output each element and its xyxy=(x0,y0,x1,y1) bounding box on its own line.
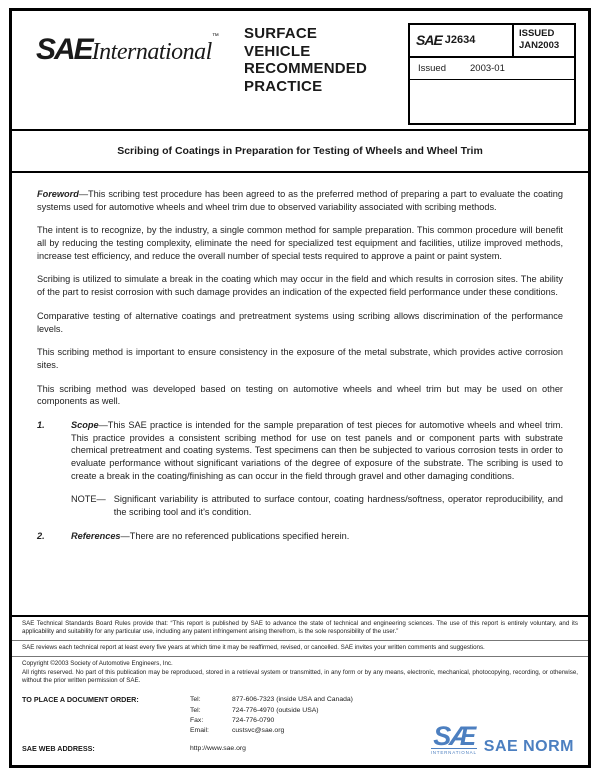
document-type-title xyxy=(244,23,404,96)
issued-date: JAN2003 xyxy=(519,40,560,52)
contact-block xyxy=(12,689,588,765)
email-key: Email: xyxy=(190,727,209,735)
sae-international-logo xyxy=(36,23,244,67)
international-wordmark: International xyxy=(91,39,212,65)
body-paragraph: This scribing method was developed based on testing on automotive wheels and wheel trim but may be used on other components as well. xyxy=(37,383,563,407)
copyright-block xyxy=(12,656,588,689)
section-label: References xyxy=(71,530,121,541)
section-references xyxy=(37,530,563,543)
web-label: SAE WEB ADDRESS: xyxy=(22,744,95,754)
body-paragraph: Comparative testing of alternative coatings and pretreatment systems using scribing allows discrimination of the performance levels. xyxy=(37,310,563,334)
rights-notice: All rights reserved. No part of this publication may be reproduced, stored in a retrieval system or transmitted, in any form or by any means, electronic, mechanical, photocopying, recording, or otherwise, without the prior written permission of SAE. xyxy=(22,668,578,685)
page-frame xyxy=(9,8,591,768)
sae-logo-small-icon: SAE xyxy=(416,32,442,49)
section-number: 1. xyxy=(37,419,45,430)
body-paragraph: Scribing is utilized to simulate a break in the coating which may occur in the field and which results in corrosion sites. The ability of the part to resist corrosion with such damage provides an indication of the expected field performance under these conditions. xyxy=(37,274,563,298)
section-text: References—There are no referenced publications specified herein. xyxy=(71,530,350,541)
tel-value: 877-606-7323 (inside USA and Canada) xyxy=(232,695,353,703)
document-footer xyxy=(12,615,588,765)
order-row xyxy=(22,706,578,716)
doc-type-line: VEHICLE xyxy=(244,42,311,60)
doc-box-empty-area xyxy=(410,80,574,123)
section-label: Scope xyxy=(71,419,99,430)
email-value: custsvc@sae.org xyxy=(232,727,285,735)
fax-key: Fax: xyxy=(190,716,204,724)
review-notice: SAE reviews each technical report at least every five years at which time it may be reaffirmed, revised, or cancelled. SAE invites your written comments and suggestions. xyxy=(12,640,588,656)
doc-code xyxy=(410,25,512,56)
document-body xyxy=(12,173,588,615)
doc-type-line: PRACTICE xyxy=(244,78,323,96)
body-paragraph: This scribing method is important to ensure consistency in the exposure of the metal substrate, which provides active corrosion sites. xyxy=(37,347,563,370)
note-text: Significant variability is attributed to surface contour, coating hardness/softness, operator reproducibility, and the scribing tool and it's condition. xyxy=(113,494,563,518)
trademark-symbol: ™ xyxy=(211,33,219,40)
legal-notice: SAE Technical Standards Board Rules provide that: “This report is published by SAE to advance the state of technical and engineering sciences. The use of this report is entirely voluntary, and its applicability and suitability for any particular use, including any patent infringement arising therefrom, is the sole responsibility of the user.” xyxy=(22,619,578,636)
section-number: 2. xyxy=(37,530,45,541)
foreword-text: —This scribing test procedure has been agreed to as the preferred method of preparing a part to evaluate the coating systems used for automotive wheels and wheel trim due to observed variability associated with scribing methods. xyxy=(37,189,563,212)
sae-norm-wordmark: SAE NORM xyxy=(483,738,574,755)
sae-norm-icon: SÆ xyxy=(433,721,475,752)
note-paragraph xyxy=(71,493,563,518)
sae-norm-logo xyxy=(430,721,574,757)
document-header xyxy=(12,11,588,129)
issued-label: ISSUED xyxy=(519,28,555,39)
doc-type-line: RECOMMENDED xyxy=(244,60,368,78)
sae-norm-glyph-wrap xyxy=(430,721,477,757)
page-title: Scribing of Coatings in Preparation for Testing of Wheels and Wheel Trim xyxy=(12,131,588,173)
doc-type-line: SURFACE xyxy=(244,25,318,42)
issued-stamp xyxy=(512,25,574,56)
note-label: NOTE— xyxy=(71,494,106,505)
doc-number: J2634 xyxy=(444,34,476,47)
order-row xyxy=(22,695,578,706)
body-paragraph: The intent is to recognize, by the industry, a single common method for sample preparation. This common procedure will benefit all by reducing the testing complexity, eliminate the need for specialized test equipment and facilities, utilize improved methods, increase test efficiency, and reduce the overall number of special tests required to approve a paint or paint system. xyxy=(37,225,563,261)
tel-key: Tel: xyxy=(190,706,201,714)
section-text: Scope—This SAE practice is intended for the sample preparation of test pieces for automotive wheels and wheel trim. This practice provides a consistent scribing method for use on test panels and or component parts with substrate chemical pretreatment and coating systems. Test specimens can then be subjected to various corrosion tests in order to evaluate performance without significant variations of the degree of exposure of the substrate. The scribing is used to create a break in the coating/finishing as can occur in the field through gravel and other damaging conditions. xyxy=(71,419,563,481)
copyright-notice: Copyright ©2003 Society of Automotive Engineers, Inc. xyxy=(22,659,173,667)
tel-key: Tel: xyxy=(190,695,201,703)
revision-value: 2003-01 xyxy=(470,62,505,74)
order-label: TO PLACE A DOCUMENT ORDER: xyxy=(22,694,139,704)
sae-logo-icon: SAE xyxy=(36,33,92,66)
fax-value: 724-776-0790 xyxy=(232,716,275,724)
doc-number-row xyxy=(410,25,574,58)
foreword-paragraph xyxy=(37,188,563,213)
document-number-box xyxy=(408,23,576,125)
revision-row xyxy=(410,58,574,80)
tel-value: 724-776-4970 (outside USA) xyxy=(232,706,319,714)
foreword-label: Foreword xyxy=(37,189,79,199)
sae-norm-caption: INTERNATIONAL xyxy=(430,750,477,756)
revision-label: Issued xyxy=(418,62,446,74)
web-value: http://www.sae.org xyxy=(190,745,246,753)
section-scope xyxy=(37,419,563,482)
